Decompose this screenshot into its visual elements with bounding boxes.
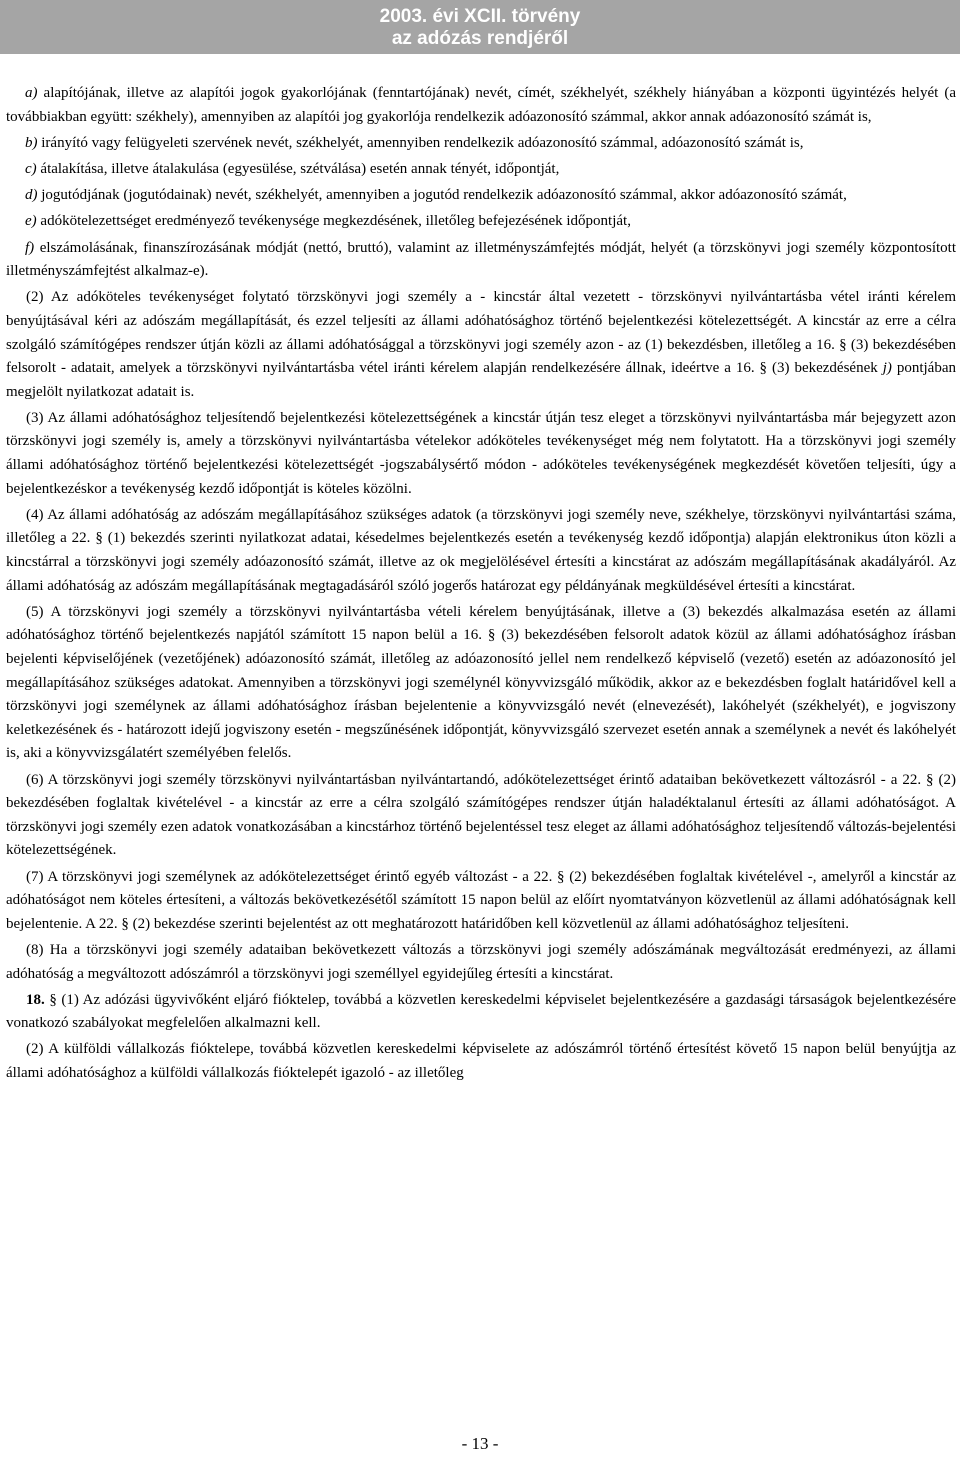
section-18-paragraph-1 [6,989,956,1036]
list-item-b [6,132,956,156]
list-item-a [6,82,956,129]
list-item-d [6,184,956,208]
list-label: a) [25,85,38,101]
paragraph-text: pontjában megjelölt nyilatkozat adatait is. [6,360,956,400]
page-number: - 13 - [461,1434,499,1453]
paragraph-text: (2) Az adóköteles tevékenységet folytató törzskönyvi jogi személy a - kincstár által vezetett - törzskönyvi nyilvántartásba vétel iránti kérelem benyújtásával kéri az adószám megállapítását, és ezzel teljesíti az állami adóhatósághoz történő bejelentkezési kötelezettségét. A kincstár az erre a célra szolgáló számítógépes rendszer útján közli az állami adóhatósággal a törzskönyvi jogi személy azon - az (1) bekezdésben, illetőleg a 16. § (3) bekezdésében felsorolt - adatait, amelyek a törzskönyvi nyilvántartásba vétel iránti kérelem alapján rendelkezésére állnak, ideértve a 16. § (3) bekezdésének [6,289,956,377]
page-header [0,0,960,54]
list-text: alapítójának, illetve az alapítói jogok gyakorlójának (fenntartójának) nevét, címét, székhelyét, székhely hiányában a központi ügyintézés helyét (a továbbiakban együtt: székhely), amennyiben az alapítói jog gyakorlója rendelkezik adóazonosító számmal, akkor annak adóazonosító számát is, [6,85,956,125]
paragraph-6: (6) A törzskönyvi jogi személy törzskönyvi nyilvántartásban nyilvántartandó, adókötelezettséget érintő adataiban bekövetkezett változásról - a 22. § (2) bekezdésében foglaltak kivételével - a kincstár az erre a célra szolgáló számítógépes rendszer útján haladéktalanul értesíti az állami adóhatóságot. A törzskönyvi jogi személy ezen adatok vonatkozásában a kincstárhoz történő bejelentéssel tesz eleget az állami adóhatósághoz teljesítendő változás-bejelentési kötelezettségének. [6,771,956,859]
header-law-subtitle: az adózás rendjéről [391,28,569,49]
list-text: jogutódjának (jogutódainak) nevét, székhelyét, amennyiben a jogutód rendelkezik adóazonosító számmal, akkor adóazonosító számát, [37,187,847,204]
paragraph-3: (3) Az állami adóhatósághoz teljesítendő bejelentkezési kötelezettségének a kincstár útján tesz eleget a törzskönyvi nyilvántartásba már bejegyzett azon törzskönyvi jogi személy is, amely a törzskönyvi nyilvántartásba vételekor adóköteles tevékenységet még nem folytatott. Ha a törzskönyvi jogi személy állami adóhatósághoz történő bejelentkezési kötelezettségét -jogszabálysértő módon - adóköteles tevékenységének megkezdését követően teljesíti, úgy a bejelentkezéskor a tevékenység kezdő időpontját is köteles közölni. [6,409,956,497]
header-law-title: 2003. évi XCII. törvény [379,6,581,27]
list-item-e [6,210,956,234]
list-label: e) [25,213,37,230]
list-text: átalakítása, illetve átalakulása (egyesülése, szétválása) esetén annak tényét, időpontját, [36,160,560,177]
list-item-f [6,237,956,284]
section-number: 18. [26,991,45,1008]
section-18-paragraph-2: (2) A külföldi vállalkozás fióktelepe, továbbá közvetlen kereskedelmi képviselete az adószámról történő értesítést követő 15 napon belül benyújtja az állami adóhatósághoz a külföldi vállalkozás fióktelepét igazoló - az illetőleg [6,1041,956,1082]
list-label: c) [25,160,37,177]
list-item-c [6,158,956,182]
paragraph-4: (4) Az állami adóhatóság az adószám megállapításához szükséges adatok (a törzskönyvi jogi személy neve, székhelye, törzskönyvi nyilvántartási száma, illetőleg a 22. § (1) bekezdés szerinti nyilatkozat adatai, késedelmes bejelentkezés esetén a tevékenység kezdő időpontja) alapján elektronikus úton közli a kincstárral a törzskönyvi jogi személy adóazonosító számát, illetve az ok megjelölésével értesíti a kincstárat az adószám megállapításának akadályáról. Az állami adóhatóság az adószám megállapításának megtagadásáról szóló jogerős határozat egy példányának megküldésével értesíti a kincstárat. [6,506,956,594]
list-label: d) [25,187,38,204]
paragraph-8: (8) Ha a törzskönyvi jogi személy adataiban bekövetkezett változás a törzskönyvi jogi személy adószámának megváltozását eredményezi, az állami adóhatóság a megváltozott adószámról a törzskönyvi jogi személlyel egyidejűleg értesíti a kincstárat. [6,941,956,982]
list-text: irányító vagy felügyeleti szervének nevét, székhelyét, amennyiben rendelkezik adóazonosító számmal, adóazonosító számát is, [37,134,804,151]
point-reference: j) [882,360,892,377]
paragraph-text: § (1) Az adózási ügyvivőként eljáró fióktelep, továbbá a közvetlen kereskedelmi képviselet bejelentkezésére a gazdasági társaságok bejelentkezésére vonatkozó szabályokat megfelelően alkalmazni kell. [6,991,956,1032]
list-text: elszámolásának, finanszírozásának módját (nettó, bruttó), valamint az illetményszámfejtés módját, helyét (a törzskönyvi jogi személy központosított illetményszámfejtést alkalmaz-e). [6,239,956,280]
list-label: b) [25,134,38,151]
paragraph-7: (7) A törzskönyvi jogi személynek az adókötelezettséget érintő egyéb változást - a 22. § (2) bekezdésében foglaltak kivételével -, amelyről a kincstár az adóhatóságot nem köteles értesíteni, a változás bekövetkezésétől számított 15 napon belül az előírt nyomtatványon közvetlenül az állami adóhatóságnak kell bejelentenie. A 22. § (2) bekezdése szerinti bejelentést az ott meghatározott határidőben kell közvetlenül az állami adóhatósághoz teljesíteni. [6,868,956,932]
document-body [6,82,956,1088]
list-text: adókötelezettséget eredményező tevékenysége megkezdésének, illetőleg befejezésének időpontját, [36,213,631,230]
paragraph-2 [6,286,956,404]
paragraph-5: (5) A törzskönyvi jogi személy a törzskönyvi nyilvántartásba vételi kérelem benyújtásának, illetve a (3) bekezdés alkalmazása esetén az állami adóhatósághoz történő bejelentkezés napjától számított 15 napon belül a 16. § (3) bekezdésében felsorolt adatok közül az állami adóhatósághoz írásban bejelenti képviselőjének (vezetőjének) adóazonosító számát, illetőleg az adóazonosító jellel nem rendelkező képviselő (vezető) esetén az adóazonosító jel megállapításához szükséges adatokat. Amennyiben a törzskönyvi jogi személynél könyvvizsgáló működik, akkor az e bekezdésben foglalt határidővel kell a törzskönyvi jogi személynek az állami adóhatósághoz írásban bejelentenie a könyvvizsgáló nevét (elnevezését), lakóhelyét (székhelyét), e jogviszony keletkezésének és - határozott idejű jogviszony esetén - megszűnésének időpontját, könyvvizsgáló szervezet esetén annak a személynek a nevét és lakóhelyét is, aki a könyvvizsgálatért személyében felelős. [6,603,956,762]
list-label: f) [25,239,35,256]
